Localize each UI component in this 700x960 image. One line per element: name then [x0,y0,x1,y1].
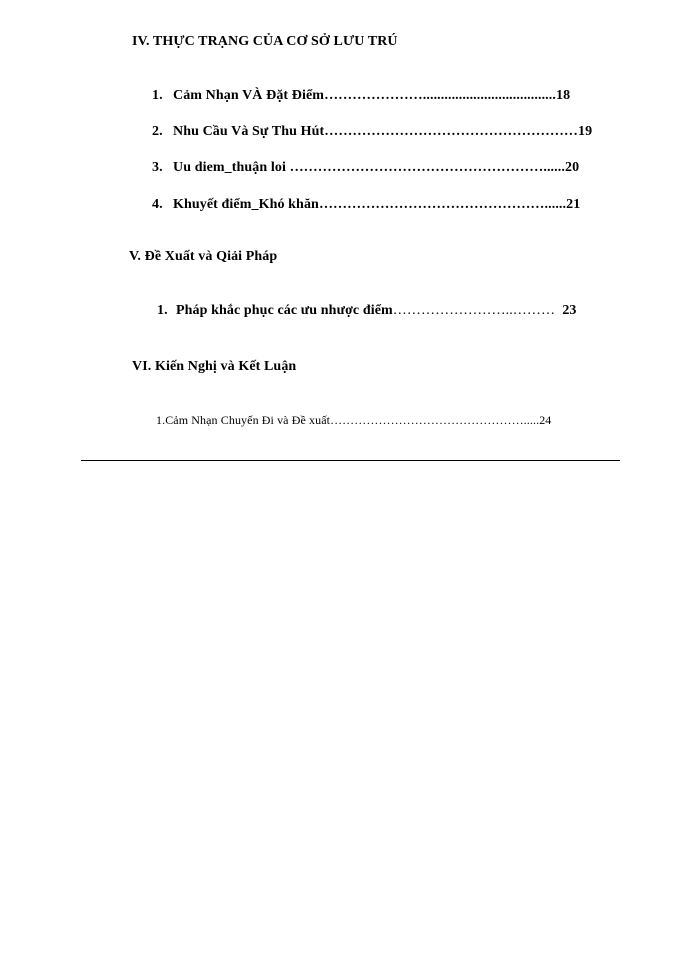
toc-entry[interactable] [152,88,570,104]
toc-entry-title: Cảm Nhạn VÀ Đặt Điểm [173,88,325,103]
toc-leader-dots: …………………..................................... [324,88,556,103]
toc-page-number: 20 [564,160,580,175]
toc-entry[interactable] [152,160,579,176]
toc-entry-title: Uu diem_thuận loi [173,160,290,175]
toc-entry-title: Pháp khắc phục các ưu nhược điểm [176,303,393,318]
section-heading-v: V. Đề Xuất và Qiải Pháp [129,249,278,264]
toc-entry-title: 1.Cảm Nhạn Chuyến Đi và Đề xuất [156,413,331,427]
toc-leader-dots: …………………………………………...... [318,197,567,212]
toc-leader-dots: ……………………..……… [392,303,556,318]
toc-entry[interactable] [152,197,580,213]
toc-entry[interactable] [156,413,551,428]
toc-leader-dots: ……………………………………………… [324,124,579,139]
toc-page-number: 21 [566,197,581,212]
toc-page-number: 23 [562,303,577,318]
toc-page-number: 18 [555,88,571,103]
section-heading-iv: IV. THỰC TRẠNG CỦA CƠ SỞ LƯU TRÚ [132,34,398,49]
toc-entry-title: Khuyết điểm_Khó khăn [173,197,319,212]
toc-entry-title: Nhu Cầu Và Sự Thu Hút [173,124,325,139]
toc-entry[interactable] [152,124,592,140]
toc-entry-number: 1. [157,303,168,318]
toc-leader-dots: …………………………………………..... [330,413,540,427]
section-heading-vi: VI. Kiến Nghị và Kết Luận [132,359,297,374]
horizontal-rule [81,460,620,461]
toc-page-number: 24 [539,413,552,427]
toc-entry-number: 4. [152,197,163,212]
toc-leader-dots: ………………………………………………...... [289,160,565,175]
toc-entry-number: 1. [152,88,163,103]
toc-entry[interactable] [157,303,577,319]
toc-page-number: 19 [578,124,593,139]
toc-entry-number: 2. [152,124,163,139]
toc-entry-number: 3. [152,160,163,175]
